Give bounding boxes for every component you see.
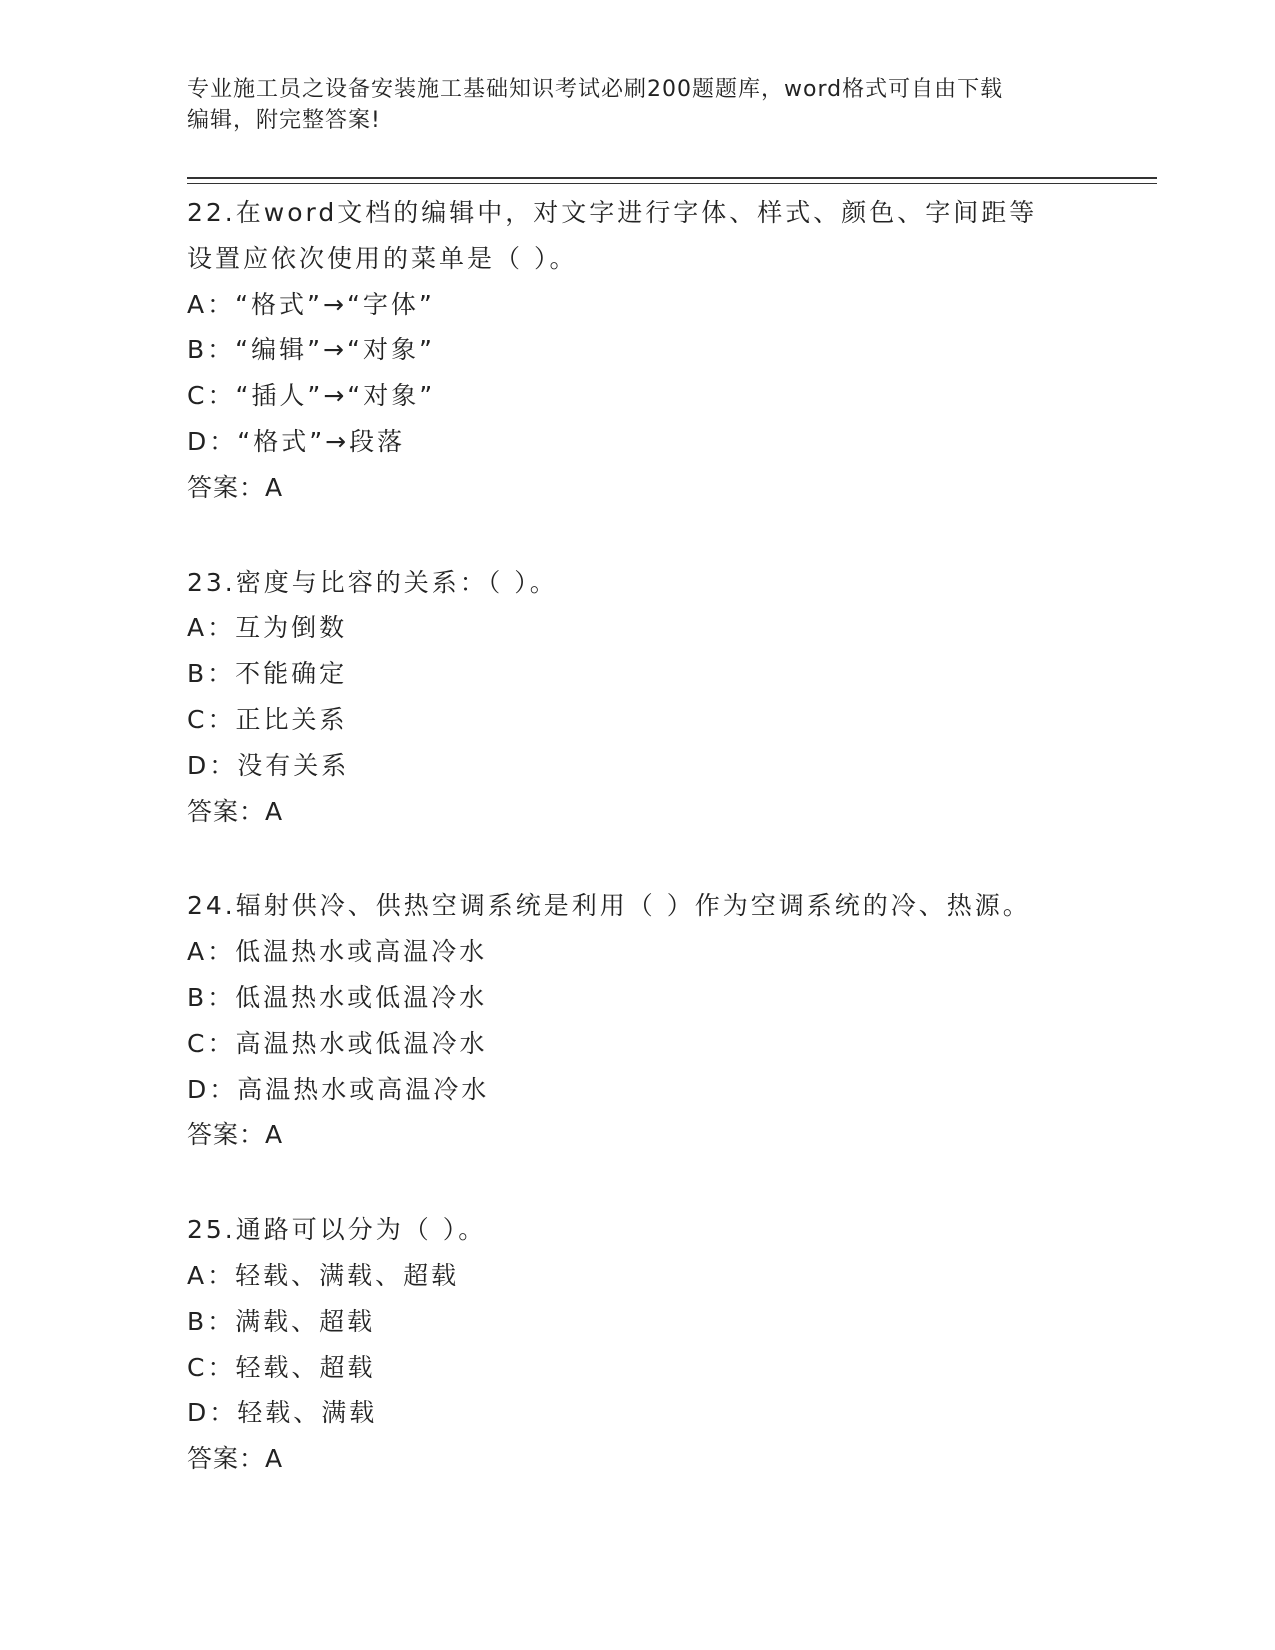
- option-c: C：“插人”→“对象”: [187, 381, 436, 411]
- question-stem: 22.在word文档的编辑中，对文字进行字体、样式、颜色、字间距等: [187, 198, 1038, 227]
- question-22: [187, 190, 1107, 511]
- answer-line: 答案：A: [187, 472, 284, 502]
- answer-line: 答案：A: [187, 1120, 284, 1150]
- option-b: B：“编辑”→“对象”: [187, 335, 435, 365]
- question-24: [187, 883, 1107, 1158]
- question-stem: 23.密度与比容的关系：（ ）。: [187, 567, 558, 597]
- answer-line: 答案：A: [187, 796, 284, 826]
- option-a: A：低温热水或高温冷水: [187, 937, 488, 967]
- header-title-line-1: 专业施工员之设备安装施工基础知识考试必刷200题题库，word格式可自由下载: [187, 77, 1004, 102]
- header-divider-thick: [187, 177, 1157, 179]
- option-d: D：“格式”→段落: [187, 426, 406, 456]
- option-d: D：没有关系: [187, 750, 350, 780]
- question-list: [187, 190, 1107, 1531]
- document-header: [187, 74, 1087, 136]
- question-23: [187, 560, 1107, 835]
- question-stem: 25.通路可以分为（ ）。: [187, 1215, 487, 1245]
- option-d: D：轻载、满载: [187, 1398, 378, 1428]
- question-stem-continued: 设置应依次使用的菜单是（ ）。: [187, 243, 578, 273]
- option-d: D：高温热水或高温冷水: [187, 1074, 490, 1104]
- option-b: B：不能确定: [187, 659, 348, 689]
- option-c: C：高温热水或低温冷水: [187, 1028, 488, 1058]
- option-a: A：“格式”→“字体”: [187, 289, 435, 319]
- question-25: [187, 1207, 1107, 1482]
- option-a: A：轻载、满载、超载: [187, 1260, 460, 1290]
- option-a: A：互为倒数: [187, 613, 348, 643]
- option-c: C：正比关系: [187, 704, 348, 734]
- option-b: B：满载、超载: [187, 1306, 376, 1336]
- question-stem: 24.辐射供冷、供热空调系统是利用（ ）作为空调系统的冷、热源。: [187, 891, 1031, 921]
- header-divider-thin: [187, 183, 1157, 184]
- option-c: C：轻载、超载: [187, 1352, 376, 1382]
- header-title-line-2: 编辑，附完整答案!: [187, 108, 381, 133]
- answer-line: 答案：A: [187, 1444, 284, 1474]
- option-b: B：低温热水或低温冷水: [187, 982, 488, 1012]
